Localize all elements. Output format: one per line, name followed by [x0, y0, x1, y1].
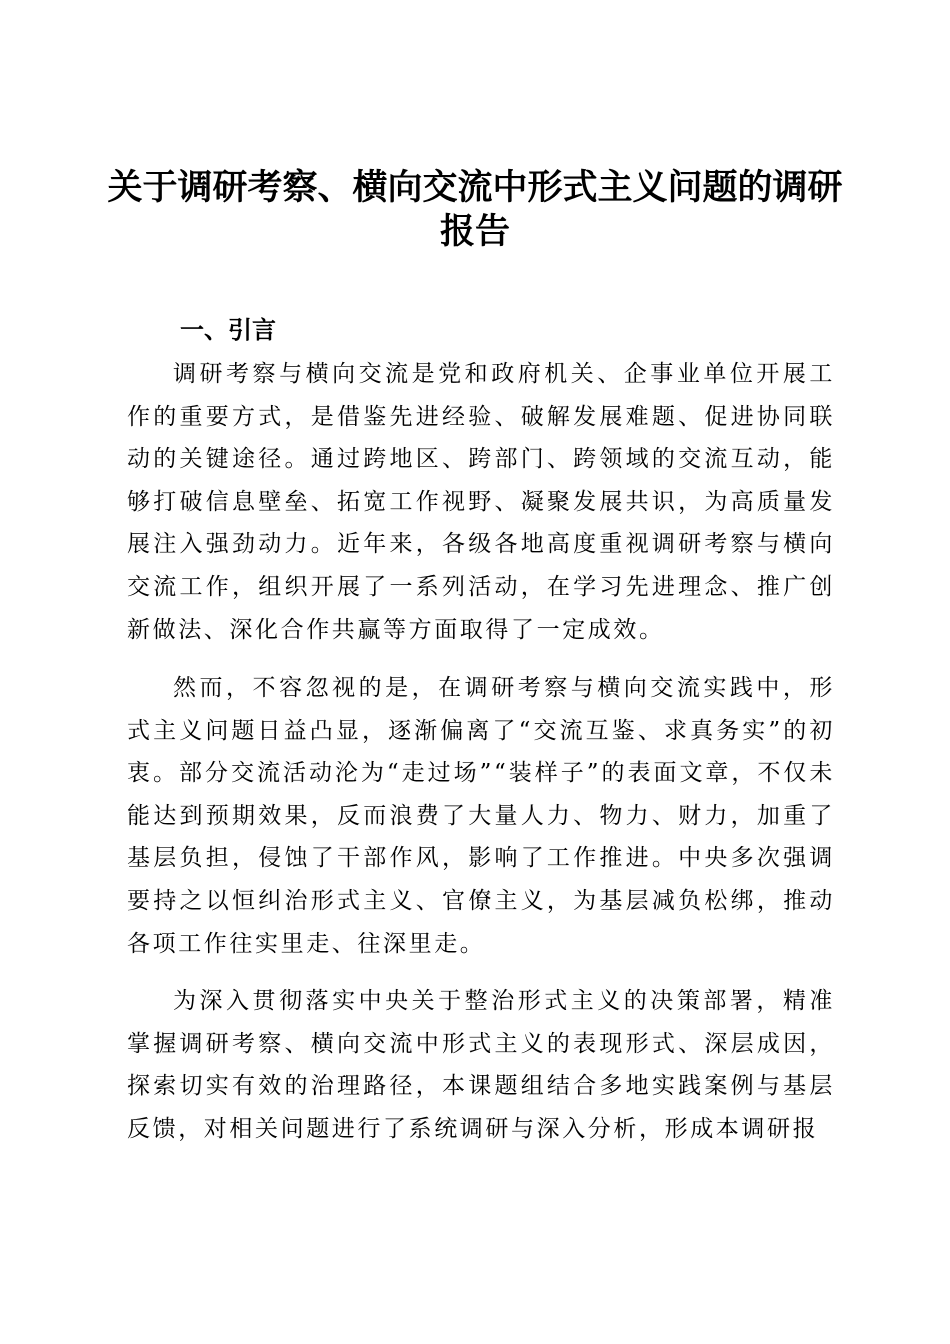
paragraph-1: 调研考察与横向交流是党和政府机关、企事业单位开展工作的重要方式，是借鉴先进经验、破解发展难题、促进协同联动的关键途径。通过跨地区、跨部门、跨领域的交流互动，能够打破信息壁垒、拓宽工作视野、凝聚发展共识，为高质量发展注入强劲动力。近年来，各级各地高度重视调研考察与横向交流工作，组织开展了一系列活动，在学习先进理念、推广创新做法、深化合作共赢等方面取得了一定成效。	[127, 361, 835, 643]
paragraph-3: 为深入贯彻落实中央关于整治形式主义的决策部署，精准掌握调研考察、横向交流中形式主义的表现形式、深层成因，探索切实有效的治理路径，本课题组结合多地实践案例与基层反馈，对相关问题进行了系统调研与深入分析，形成本调研报	[127, 988, 835, 1142]
paragraph-2: 然而，不容忽视的是，在调研考察与横向交流实践中，形式主义问题日益凸显，逐渐偏离了“交流互鉴、求真务实”的初衷。部分交流活动沦为“走过场”“装样子”的表面文章，不仅未能达到预期效果，反而浪费了大量人力、物力、财力，加重了基层负担，侵蚀了干部作风，影响了工作推进。中央多次强调要持之以恒纠治形式主义、官僚主义，为基层减负松绑，推动各项工作往实里走、往深里走。	[127, 675, 835, 957]
section-heading: 一、引言	[180, 316, 276, 344]
document-title: 关于调研考察、横向交流中形式主义问题的调研报告	[107, 167, 843, 252]
